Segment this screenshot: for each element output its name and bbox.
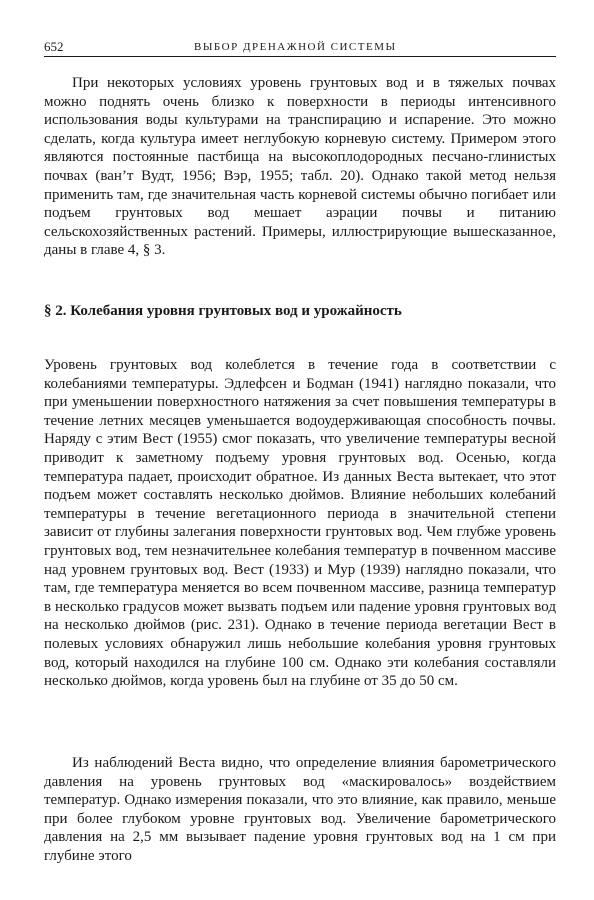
running-title: ВЫБОР ДРЕНАЖНОЙ СИСТЕМЫ — [194, 41, 397, 53]
page-header — [44, 38, 556, 57]
main-paragraph: Уровень грунтовых вод колеблется в течение года в соответствии с колебаниями температуры. Эдлефсен и Бодман (1941) наглядно показали, что при уменьшении поверхностного натяжения за счет повышения температуры в течение летних месяцев уменьшается водоудерживающая способность почвы. Наряду с этим Вест (1955) смог показать, что увеличение температуры весной приводит к заметному подъему уровня грунтовых вод. Осенью, когда температура падает, происходит обратное. Из данных Веста вытекает, что этот подъем может составлять несколько дюймов. Влияние небольших колебаний температуры в течение вегетационного периода в значительной степени зависит от глубины залегания поверхности грунтовых вод. Чем глубже уровень грунтовых вод, тем незначительнее колебания температур в почвенном массиве над уровнем грунтовых вод. Вест (1933) и Мур (1939) наглядно показали, что там, где температура меняется во всем почвенном массиве, разница температур в несколько градусов может вызвать подъем или падение уровня грунтовых вод на несколько дюймов (рис. 231). Однако в течение периода вегетации Вест в полевых условиях обнаружил лишь небольшие колебания уровня грунтовых вод, который находился на глубине 100 см. Однако эти колебания составляли несколько дюймов, когда уровень был на глубине от 35 до 50 см. — [44, 357, 556, 690]
page-number: 652 — [44, 39, 64, 54]
section-heading: § 2. Колебания уровня грунтовых вод и урожайность — [44, 303, 402, 319]
closing-paragraph: Из наблюдений Веста видно, что определение влияния барометрического давления на уровень грунтовых вод «маскировалось» воздействием температур. Однако измерения показали, что это влияние, как правило, меньше при более глубоком уровне грунтовых вод. Увеличение барометрического давления на 2,5 мм вызывает падение уровня грунтовых вод на 1 см при глубине этого — [44, 755, 556, 864]
intro-paragraph: При некоторых условиях уровень грунтовых вод и в тяжелых почвах можно поднять очень близко к поверхности в периоды интенсивного использования воды культурами на транспирацию и испарение. Это можно сделать, когда культура имеет неглубокую корневую систему. Примером этого являются постоянные пастбища на высокоплодородных песчано-глинистых почвах (ван’т Вудт, 1956; Вэр, 1955; табл. 20). Однако такой метод нельзя применить там, где значительная часть корневой системы обычно погибает или подъем грунтовых вод мешает аэрации почвы и питанию сельскохозяйственных растений. Примеры, иллюстрирующие вышесказанное, даны в главе 4, § 3. — [44, 75, 556, 259]
